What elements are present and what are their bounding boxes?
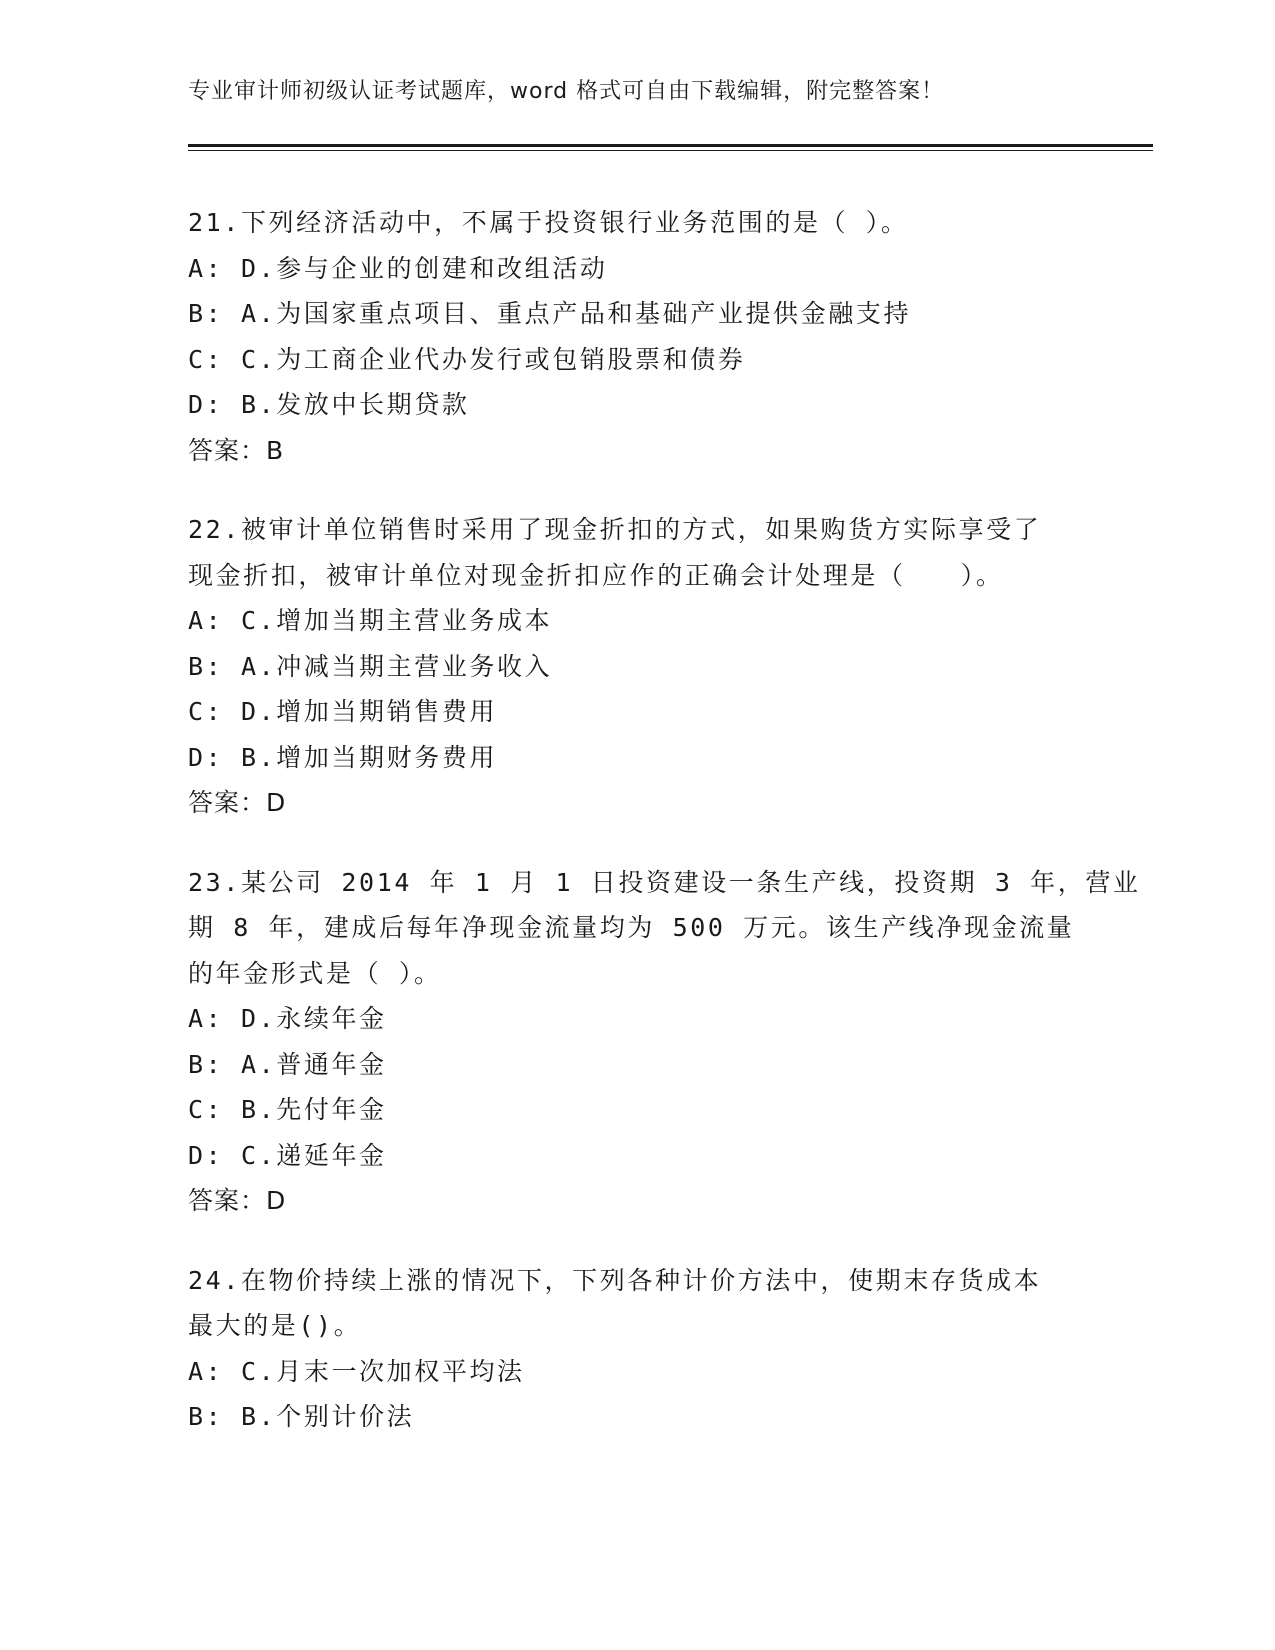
option-d: D: B.发放中长期贷款 [188, 390, 470, 419]
option-d: D: C.递延年金 [188, 1140, 387, 1170]
answer-line: 答案：B [188, 435, 285, 465]
option-a: A: D.参与企业的创建和改组活动 [188, 253, 608, 283]
question-24 [188, 1258, 1088, 1440]
question-stem: 现金折扣，被审计单位对现金折扣应作的正确会计处理是（ ）。 [188, 560, 1004, 590]
option-b: B: A.为国家重点项目、重点产品和基础产业提供金融支持 [188, 299, 912, 328]
option-b: B: A.冲减当期主营业务收入 [188, 651, 553, 681]
question-stem: 的年金形式是（ ）。 [188, 958, 442, 988]
question-23 [188, 860, 1141, 1224]
option-c: C: B.先付年金 [188, 1095, 387, 1124]
option-b: B: B.个别计价法 [188, 1402, 415, 1431]
question-stem: 23.某公司 2014 年 1 月 1 日投资建设一条生产线，投资期 3 年，营业 [188, 867, 1141, 897]
header-rule-thick [188, 144, 1153, 147]
question-list [188, 200, 1141, 1474]
option-b: B: A.普通年金 [188, 1049, 387, 1079]
question-stem: 22.被审计单位销售时采用了现金折扣的方式，如果购货方实际享受了 [188, 515, 1042, 544]
option-c: C: D.增加当期销售费用 [188, 697, 498, 726]
page-header: 专业审计师初级认证考试题库，word 格式可自由下载编辑，附完整答案！ [188, 79, 945, 104]
option-c: C: C.为工商企业代办发行或包销股票和债券 [188, 344, 746, 374]
question-21 [188, 200, 1088, 473]
option-d: D: B.增加当期财务费用 [188, 742, 498, 772]
question-stem: 最大的是()。 [188, 1311, 362, 1340]
answer-line: 答案：D [188, 788, 287, 817]
answer-line: 答案：D [188, 1186, 287, 1215]
option-a: A: C.增加当期主营业务成本 [188, 606, 553, 635]
option-a: A: C.月末一次加权平均法 [188, 1356, 525, 1386]
header-rule-thin [188, 150, 1153, 151]
question-stem: 期 8 年，建成后每年净现金流量均为 500 万元。该生产线净现金流量 [188, 913, 1075, 942]
option-a: A: D.永续年金 [188, 1004, 387, 1033]
question-stem: 21.下列经济活动中，不属于投资银行业务范围的是（ ）。 [188, 208, 909, 237]
question-22 [188, 507, 1088, 826]
question-stem: 24.在物价持续上涨的情况下，下列各种计价方法中，使期末存货成本 [188, 1265, 1042, 1295]
